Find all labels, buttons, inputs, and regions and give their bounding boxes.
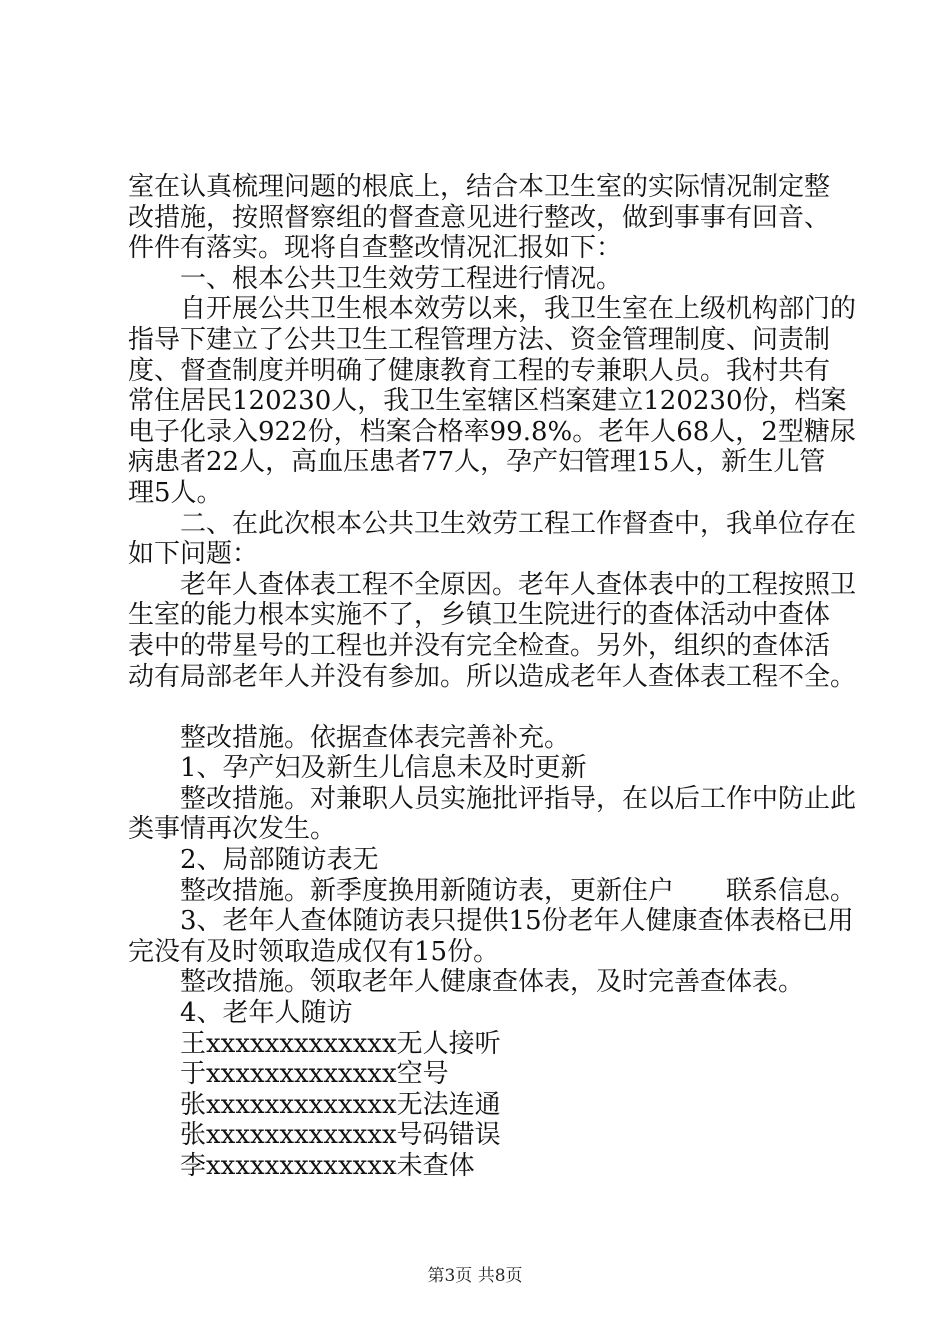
paragraph-line: 自开展公共卫生根本效劳以来，我卫生室在上级机构部门的 (128, 294, 857, 325)
section-heading-1: 一、根本公共卫生效劳工程进行情况。 (128, 263, 623, 294)
paragraph-line: 动有局部老年人并没有参加。所以造成老年人查体表工程不全。 (128, 661, 857, 692)
paragraph-line: 生室的能力根本实施不了，乡镇卫生院进行的查体活动中查体 (128, 600, 831, 631)
paragraph-line: 表中的带星号的工程也并没有完全检查。另外，组织的查体活 (128, 630, 831, 661)
list-item: 2、局部随访表无 (128, 845, 379, 876)
paragraph-line: 整改措施。新季度换用新随访表，更新住户 联系信息。 (128, 875, 857, 906)
paragraph-line: 理5人。 (128, 477, 223, 508)
paragraph-line: 件件有落实。现将自查整改情况汇报如下： (128, 233, 623, 264)
paragraph-line: 类事情再次发生。 (128, 814, 337, 845)
followup-entry: 于xxxxxxxxxxxxx空号 (128, 1059, 449, 1090)
paragraph-line: 电子化录入922份，档案合格率99.8%。老年人68人，2型糖尿 (128, 416, 856, 447)
list-item: 4、老年人随访 (128, 998, 353, 1029)
paragraph-line: 度、督查制度并明确了健康教育工程的专兼职人员。我村共有 (128, 355, 831, 386)
paragraph-line: 完没有及时领取造成仅有15份。 (128, 936, 500, 967)
paragraph-line: 改措施，按照督察组的督查意见进行整改，做到事事有回音、 (128, 202, 831, 233)
paragraph-line: 整改措施。对兼职人员实施批评指导，在以后工作中防止此 (128, 783, 857, 814)
blank-line (128, 692, 848, 723)
paragraph-line: 整改措施。领取老年人健康查体表，及时完善查体表。 (128, 967, 805, 998)
section-heading-2: 二、在此次根本公共卫生效劳工程工作督查中，我单位存在 (128, 508, 857, 539)
list-item: 3、老年人查体随访表只提供15份老年人健康查体表格已用 (128, 906, 854, 937)
paragraph-line: 室在认真梳理问题的根底上，结合本卫生室的实际情况制定整 (128, 172, 831, 202)
paragraph-line: 整改措施。依据查体表完善补充。 (128, 722, 571, 753)
paragraph-line: 如下问题： (128, 539, 259, 570)
followup-entry: 王xxxxxxxxxxxxx无人接听 (128, 1028, 501, 1059)
page-footer: 第3页 共8页 (427, 1266, 523, 1286)
followup-entry: 张xxxxxxxxxxxxx无法连通 (128, 1089, 501, 1120)
paragraph-line: 指导下建立了公共卫生工程管理方法、资金管理制度、问责制 (128, 324, 831, 355)
followup-entry: 李xxxxxxxxxxxxx未查体 (128, 1151, 475, 1181)
list-item: 1、孕产妇及新生儿信息未及时更新 (128, 753, 587, 784)
paragraph-line: 病患者22人，高血压患者77人，孕产妇管理15人，新生儿管 (128, 447, 826, 478)
followup-entry: 张xxxxxxxxxxxxx号码错误 (128, 1120, 501, 1151)
document-body (128, 172, 857, 1182)
paragraph-line: 常住居民120230人，我卫生室辖区档案建立120230份，档案 (128, 386, 847, 417)
paragraph-line: 老年人查体表工程不全原因。老年人查体表中的工程按照卫 (128, 569, 857, 600)
